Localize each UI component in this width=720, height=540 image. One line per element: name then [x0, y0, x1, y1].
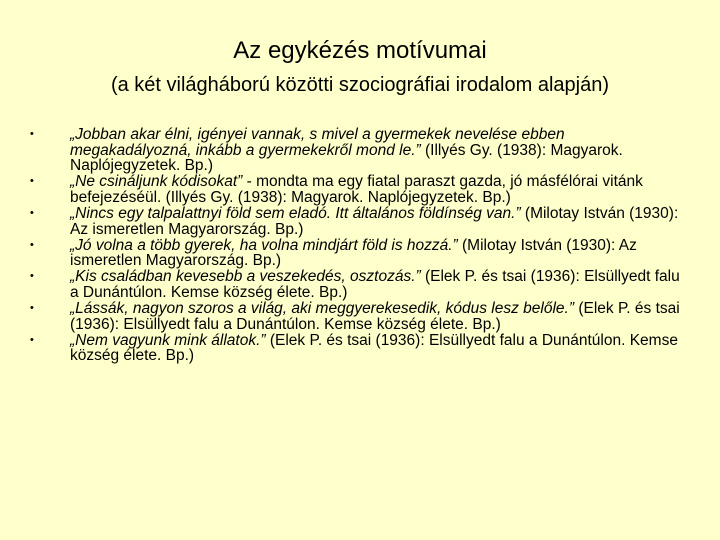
quote-text: „Nem vagyunk mink állatok.” — [70, 331, 266, 349]
quote-item-3 — [30, 206, 690, 237]
quote-source: (Milotay István (1930): Az ismeretlen Magyarország. Bp.) — [70, 204, 679, 238]
quote-source: (Elek P. és tsai (1936): Elsüllyedt falu a Dunántúlon. Kemse község élete. Bp.) — [70, 331, 678, 365]
quote-item-1 — [30, 127, 690, 174]
bullet-icon: • — [30, 175, 34, 188]
quote-text: „Jó volna a több gyerek, ha volna mindjárt föld is hozzá.” — [70, 236, 458, 254]
quote-item-2 — [30, 174, 690, 205]
quote-item-4 — [30, 238, 690, 269]
quote-text: „Kis családban kevesebb a veszekedés, osztozás.” — [70, 268, 421, 286]
quote-source: (Elek P. és tsai (1936): Elsüllyedt falu a Dunántúlon. Kemse község élete. Bp.) — [70, 300, 680, 333]
quote-text: „Jobban akar élni, igényei vannak, s mivel a gyermekek nevelése ebben megakadályozná, inkább a gyermekekről mond le.” — [70, 126, 565, 159]
quote-list — [30, 127, 690, 364]
quote-text: „Lássák, nagyon szoros a világ, aki meggyerekesedik, kódus lesz belőle.” — [70, 300, 575, 318]
bullet-icon: • — [30, 206, 34, 219]
quote-source: - mondta ma egy fiatal paraszt gazda, jó másfélórai vitánk befejezéséül. (Illyés Gy. (1938): Magyarok. Naplójegyzetek. Bp.) — [70, 173, 643, 206]
quote-source: (Elek P. és tsai (1936): Elsüllyedt falu a Dunántúlon. Kemse község élete. Bp.) — [70, 268, 680, 301]
slide-title: Az egykézés motívumai — [233, 37, 487, 64]
quote-item-7 — [30, 333, 690, 364]
bullet-icon: • — [30, 270, 34, 283]
bullet-icon: • — [30, 128, 34, 140]
bullet-icon: • — [30, 333, 34, 346]
quote-text: „Nincs egy talpalattnyi föld sem eladó. Itt általános földínség van.” — [70, 204, 521, 222]
quote-source: (Illyés Gy. (1938): Magyarok. Naplójegyzetek. Bp.) — [70, 141, 623, 175]
quote-text: „Ne csináljunk kódisokat” — [70, 173, 243, 191]
bullet-icon: • — [30, 302, 34, 315]
quote-source: (Milotay István (1930): Az ismeretlen Magyarország. Bp.) — [70, 236, 637, 270]
quote-item-5 — [30, 269, 690, 300]
bullet-icon: • — [30, 238, 34, 251]
quote-item-6 — [30, 301, 690, 332]
slide-subtitle: (a két világháború közötti szociográfiai irodalom alapján) — [110, 74, 610, 96]
